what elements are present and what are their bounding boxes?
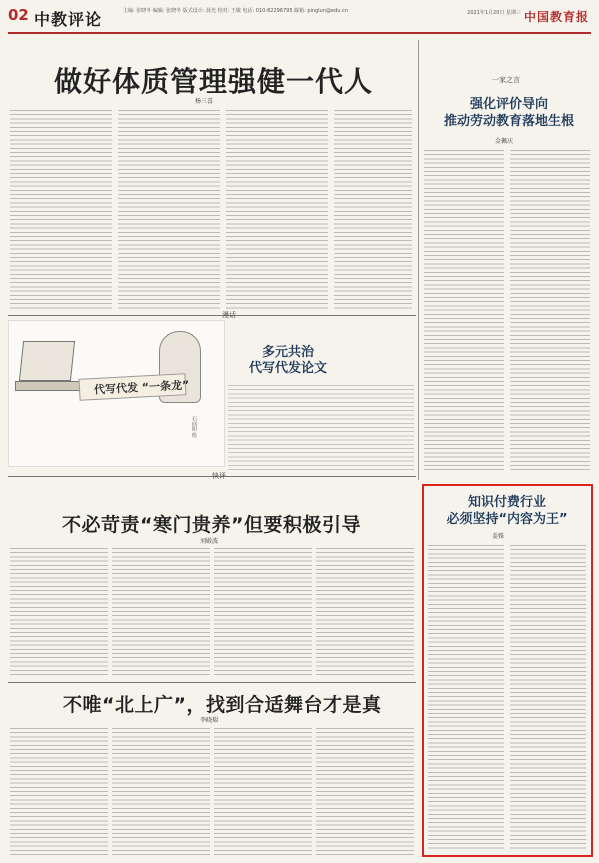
low-body-col-2 xyxy=(112,728,210,856)
cartoon-illustration xyxy=(8,320,225,467)
cartoon-title-2: 代写代发论文 xyxy=(248,361,327,376)
highlight-body-col-1 xyxy=(428,545,504,850)
issue-number: 02 xyxy=(8,6,29,24)
highlight-title-1: 知识付费行业 xyxy=(467,495,546,510)
low-body-col-3 xyxy=(214,728,312,856)
column-divider xyxy=(418,40,419,480)
right-top-body-col-1 xyxy=(424,150,504,470)
masthead-logo: 中国教育报 xyxy=(523,10,589,24)
cartoon-banner-text: 代写代发 “一条龙” xyxy=(93,378,190,397)
right-top-author: 金佩庆 xyxy=(495,138,514,145)
mid-body-col-4 xyxy=(316,548,414,678)
cartoon-title-1: 多元共治 xyxy=(261,345,314,360)
mid-headline: 不必苛责“寒门贵养”但要积极引导 xyxy=(62,514,361,536)
quick-comment-tag: 快评 xyxy=(212,472,226,480)
low-body-col-1 xyxy=(10,728,108,856)
highlight-body-col-2 xyxy=(510,545,586,850)
right-top-title-1: 强化评价导向 xyxy=(469,97,548,112)
main-body-col-3 xyxy=(226,110,328,310)
cartoon-tag: 漫话 xyxy=(222,311,236,319)
low-author: 李晓瑞 xyxy=(200,717,219,724)
main-body-col-2 xyxy=(118,110,220,310)
main-body-col-1 xyxy=(10,110,112,310)
right-top-title-2: 推动劳动教育落地生根 xyxy=(443,114,574,129)
low-headline: 不唯“北上广”，找到合适舞台才是真 xyxy=(63,694,382,716)
laptop-base-icon xyxy=(15,381,87,391)
mid-body-col-3 xyxy=(214,548,312,678)
main-headline: 做好体质管理强健一代人 xyxy=(54,65,374,98)
main-body-col-4 xyxy=(334,110,412,310)
section-title: 中教评论 xyxy=(34,10,103,29)
cartoon-caption: 石向阳 绘 xyxy=(191,416,197,438)
mid-body-col-1 xyxy=(10,548,108,678)
divider-1 xyxy=(8,315,416,316)
page-header xyxy=(8,6,591,34)
low-body-col-4 xyxy=(316,728,414,856)
editor-credits: 主编: 张晓冬 编辑: 张晓冬 版式设计: 晨光 校对: 王敏 电话: 010-82296795 邮箱: pinglun@edu.cn xyxy=(123,8,348,14)
mid-author: 刘殿波 xyxy=(200,538,219,545)
right-top-body-col-2 xyxy=(510,150,590,470)
mid-body-col-2 xyxy=(112,548,210,678)
main-author: 杨三喜 xyxy=(195,98,214,105)
highlight-title-2: 必须坚持“内容为王” xyxy=(446,512,568,527)
highlight-author: 姜姝 xyxy=(492,533,505,540)
issue-date: 2021年1月20日 星期三 xyxy=(467,10,521,16)
opinion-tag: 一家之言 xyxy=(492,76,520,84)
laptop-screen-icon xyxy=(19,341,75,381)
divider-3 xyxy=(8,682,416,683)
cartoon-article-body xyxy=(228,385,414,470)
